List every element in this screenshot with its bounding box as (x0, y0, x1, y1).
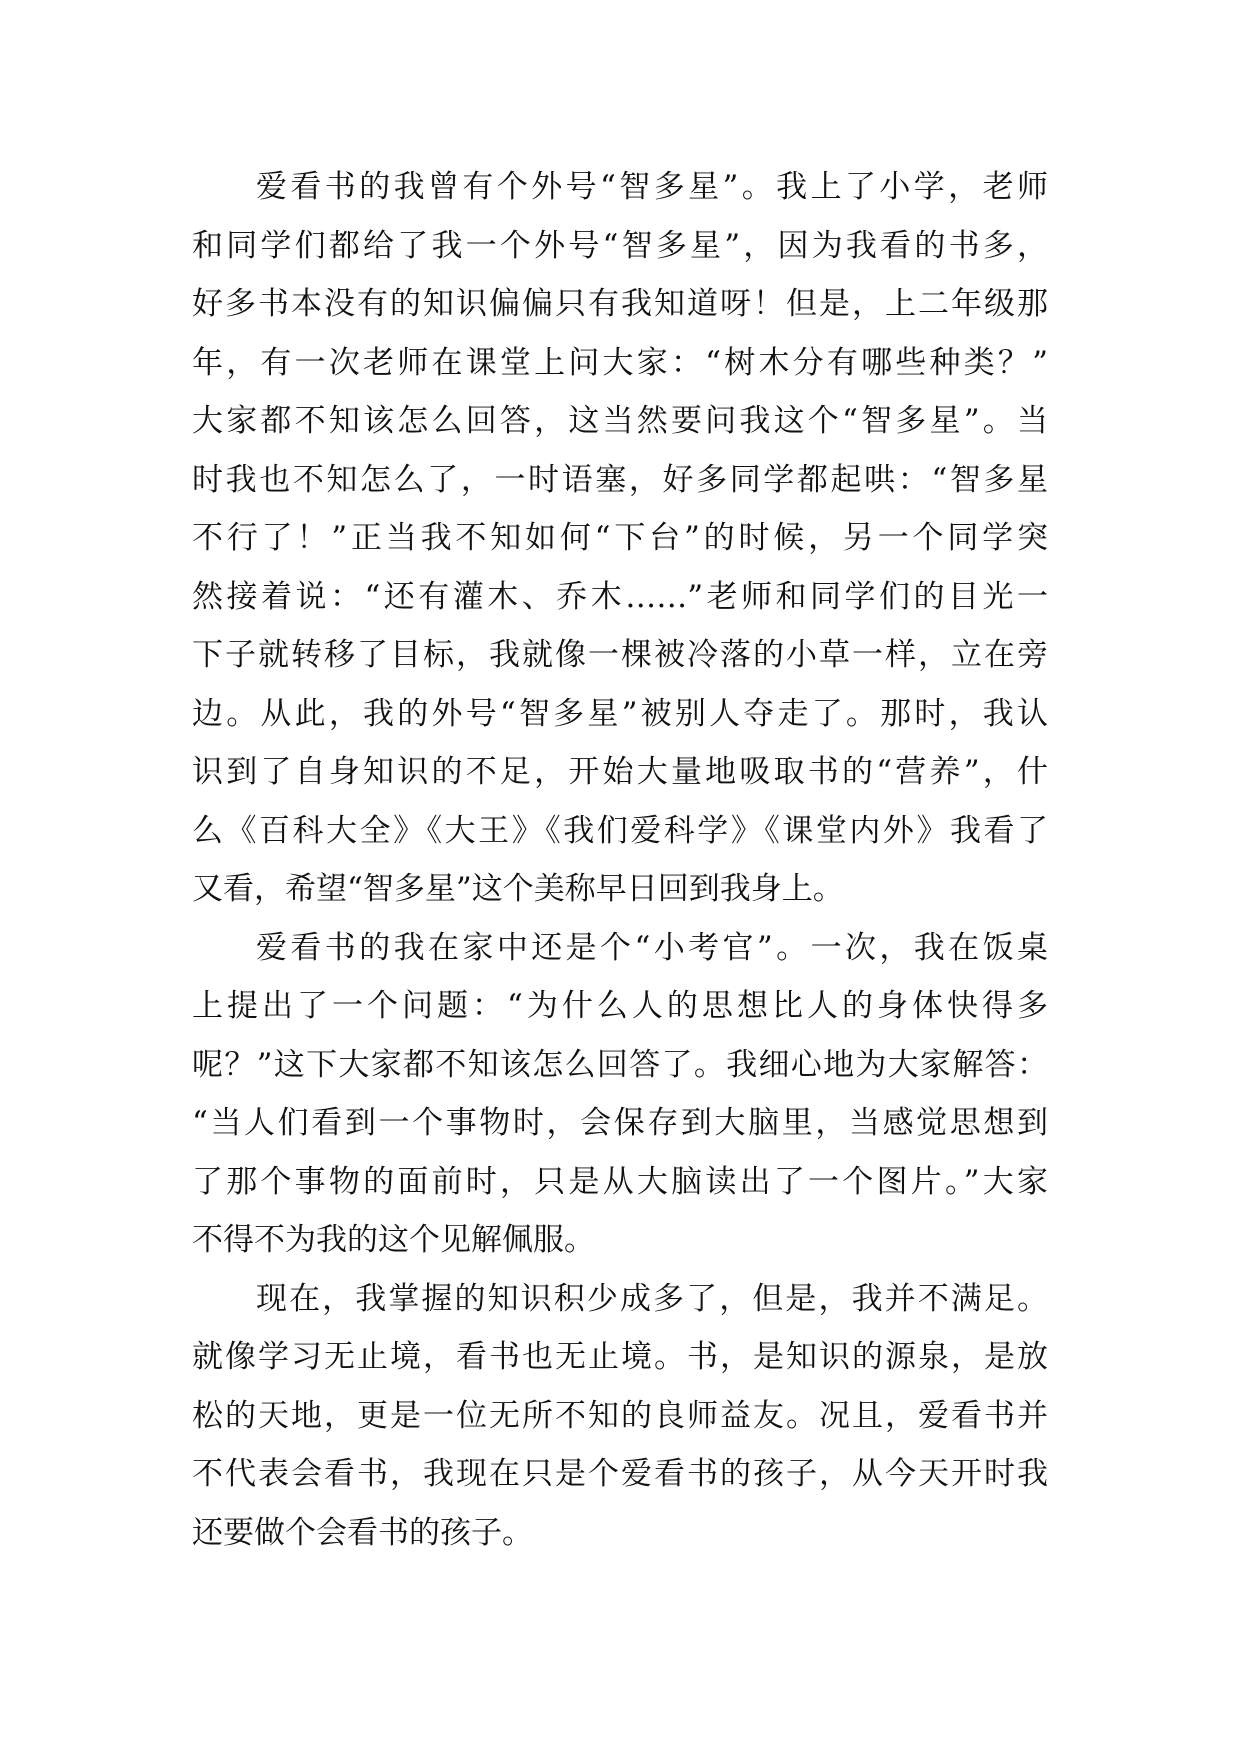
paragraph-2-line-5: 了那个事物的面前时，只是从大脑读出了一个图片。”大家 (192, 1163, 1048, 1200)
paragraph-1-line-2: 和同学们都给了我一个外号“智多星”，因为我看的书多， (192, 227, 1048, 264)
paragraph-3-line-4: 不代表会看书，我现在只是个爱看书的孩子，从今天开时我 (192, 1456, 1048, 1492)
paragraph-1-line-7: 不行了！”正当我不知如何“下台”的时候，另一个同学突 (192, 520, 1048, 556)
paragraph-1-line-9: 下子就转移了目标，我就像一棵被冷落的小草一样，立在旁 (192, 637, 1048, 673)
paragraph-2-line-3: 呢？”这下大家都不知该怎么回答了。我细心地为大家解答： (192, 1046, 1048, 1083)
paragraph-1-line-6: 时我也不知怎么了，一时语塞，好多同学都起哄：“智多星 (192, 461, 1048, 498)
paragraph-2-line-6: 不得不为我的这个见解佩服。 (192, 1222, 595, 1258)
paragraph-3-line-5: 还要做个会看书的孩子。 (192, 1514, 533, 1551)
paragraph-1-line-1: 爱看书的我曾有个外号“智多星”。我上了小学，老师 (256, 169, 1048, 205)
paragraph-1-line-13: 又看，希望“智多星”这个美称早日回到我身上。 (192, 871, 844, 907)
paragraph-1-line-12: 么《百科大全》《大王》《我们爱科学》《课堂内外》我看了 (192, 812, 1048, 849)
paragraph-1-line-11: 识到了自身知识的不足，开始大量地吸取书的“营养”，什 (192, 754, 1048, 790)
paragraph-2-line-2: 上提出了一个问题：“为什么人的思想比人的身体快得多 (192, 988, 1048, 1024)
paragraph-2-line-4: “当人们看到一个事物时，会保存到大脑里，当感觉思想到 (192, 1105, 1048, 1141)
document-body (192, 158, 1048, 1562)
paragraph-3-line-2: 就像学习无止境，看书也无止境。书，是知识的源泉，是放 (192, 1339, 1048, 1375)
paragraph-1-line-3: 好多书本没有的知识偏偏只有我知道呀！但是，上二年级那 (192, 286, 1048, 322)
paragraph-1-line-5: 大家都不知该怎么回答，这当然要问我这个“智多星”。当 (192, 403, 1048, 439)
paragraph-1-line-8: 然接着说：“还有灌木、乔木……”老师和同学们的目光一 (192, 578, 1048, 615)
paragraph-3-line-3: 松的天地，更是一位无所不知的良师益友。况且，爱看书并 (192, 1397, 1048, 1434)
paragraph-1-line-4: 年，有一次老师在课堂上问大家：“树木分有哪些种类？” (192, 344, 1048, 381)
paragraph-2-line-1: 爱看书的我在家中还是个“小考官”。一次，我在饭桌 (256, 929, 1048, 966)
paragraph-1-line-10: 边。从此，我的外号“智多星”被别人夺走了。那时，我认 (192, 695, 1048, 732)
paragraph-3-line-1: 现在，我掌握的知识积少成多了，但是，我并不满足。 (256, 1280, 1048, 1317)
